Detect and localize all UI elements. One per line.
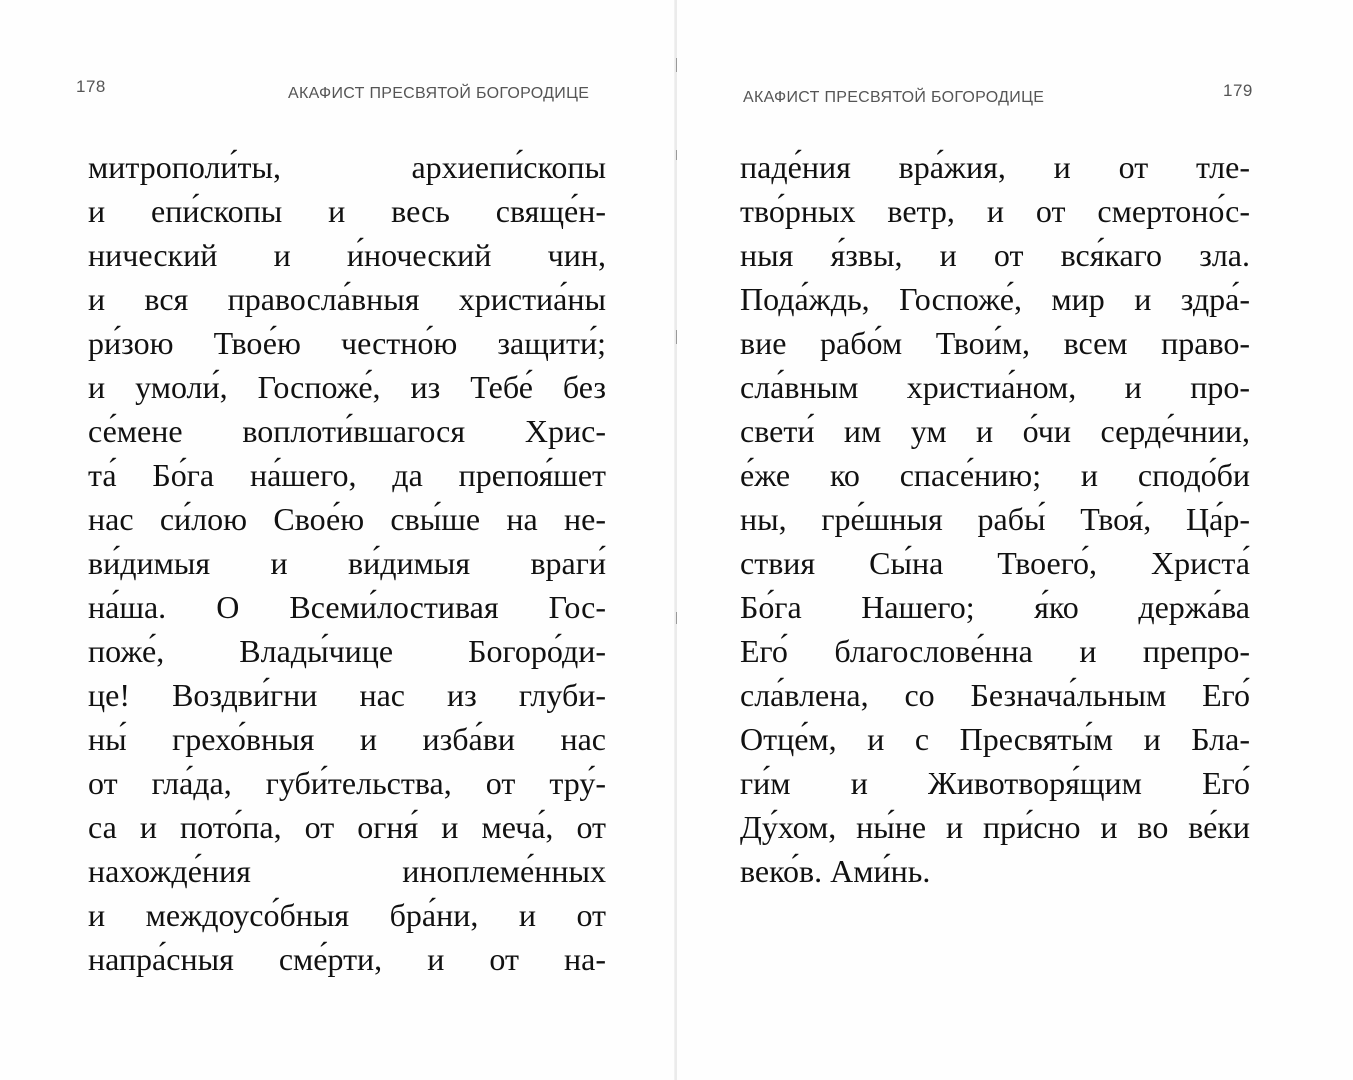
text-line: се́мене воплоти́вшагося Хрис- bbox=[88, 413, 606, 449]
text-line: ствия Сы́на Твоего́, Христа́ bbox=[740, 545, 1250, 581]
text-line: тво́рных ветр, и от смертоно́с- bbox=[740, 193, 1250, 229]
text-line: Отце́м, и с Пресвяты́м и Бла- bbox=[740, 721, 1250, 757]
text-line: и умоли́, Госпоже́, из Тебе́ без bbox=[88, 369, 606, 405]
text-line: нический и и́ноческий чин, bbox=[88, 237, 606, 273]
text-line: Ду́хом, ны́не и при́сно и во ве́ки bbox=[740, 809, 1250, 845]
text-line: е́же ко спасе́нию; и сподо́би bbox=[740, 457, 1250, 493]
text-line: ны́ грехо́вныя и изба́ви нас bbox=[88, 721, 606, 757]
text-line: са и пото́па, от огня́ и меча́, от bbox=[88, 809, 606, 845]
text-line: сла́влена, со Безнача́льным Его́ bbox=[740, 677, 1250, 713]
text-line: нахожде́ния иноплеме́нных bbox=[88, 853, 606, 889]
left-page bbox=[0, 0, 676, 1080]
right-page-number: 179 bbox=[1223, 81, 1253, 100]
text-line: це! Воздви́гни нас из глуби- bbox=[88, 677, 606, 713]
text-line: Бо́га Нашего; я́ко держа́ва bbox=[740, 589, 1250, 625]
text-line: ви́димыя и ви́димыя враги́ bbox=[88, 545, 606, 581]
text-line: митрополи́ты, архиепи́скопы bbox=[88, 149, 606, 185]
text-line: сла́вным христиа́ном, и про- bbox=[740, 369, 1250, 405]
text-line: ги́м и Животворя́щим Его́ bbox=[740, 765, 1250, 801]
text-line: нас си́лою Свое́ю свы́ше на не- bbox=[88, 501, 606, 537]
text-line: поже́, Влады́чице Богоро́ди- bbox=[88, 633, 606, 669]
text-line: вие рабо́м Твои́м, всем право- bbox=[740, 325, 1250, 361]
left-page-number: 178 bbox=[76, 77, 106, 96]
text-line: напра́сныя сме́рти, и от на- bbox=[88, 941, 606, 977]
text-line: Пода́ждь, Госпоже́, мир и здра́- bbox=[740, 281, 1250, 317]
right-body-text bbox=[740, 145, 1250, 893]
text-line: та́ Бо́га на́шего, да препоя́шет bbox=[88, 457, 606, 493]
text-line: Его́ благослове́нна и препро- bbox=[740, 633, 1250, 669]
text-line: ны, гре́шныя рабы́ Твоя́, Ца́р- bbox=[740, 501, 1250, 537]
text-line: от гла́да, губи́тельства, от тру́- bbox=[88, 765, 606, 801]
text-line: и междоусо́бныя бра́ни, и от bbox=[88, 897, 606, 933]
right-running-head: АКАФИСТ ПРЕСВЯТОЙ БОГОРОДИЦЕ bbox=[743, 89, 1045, 106]
text-line: свети́ им ум и о́чи серде́чнии, bbox=[740, 413, 1250, 449]
text-line: и епи́скопы и весь свяще́н- bbox=[88, 193, 606, 229]
text-line: веко́в. Ами́нь. bbox=[740, 853, 931, 889]
text-line: паде́ния вра́жия, и от тле- bbox=[740, 149, 1250, 185]
text-line: ри́зою Твое́ю честно́ю защити́; bbox=[88, 325, 606, 361]
text-line: и вся правосла́вныя христиа́ны bbox=[88, 281, 606, 317]
text-line: ныя я́звы, и от вся́каго зла. bbox=[740, 237, 1250, 273]
text-line: на́ша. О Всеми́лостивая Гос- bbox=[88, 589, 606, 625]
left-body-text bbox=[88, 145, 606, 981]
left-running-head: АКАФИСТ ПРЕСВЯТОЙ БОГОРОДИЦЕ bbox=[288, 85, 590, 102]
